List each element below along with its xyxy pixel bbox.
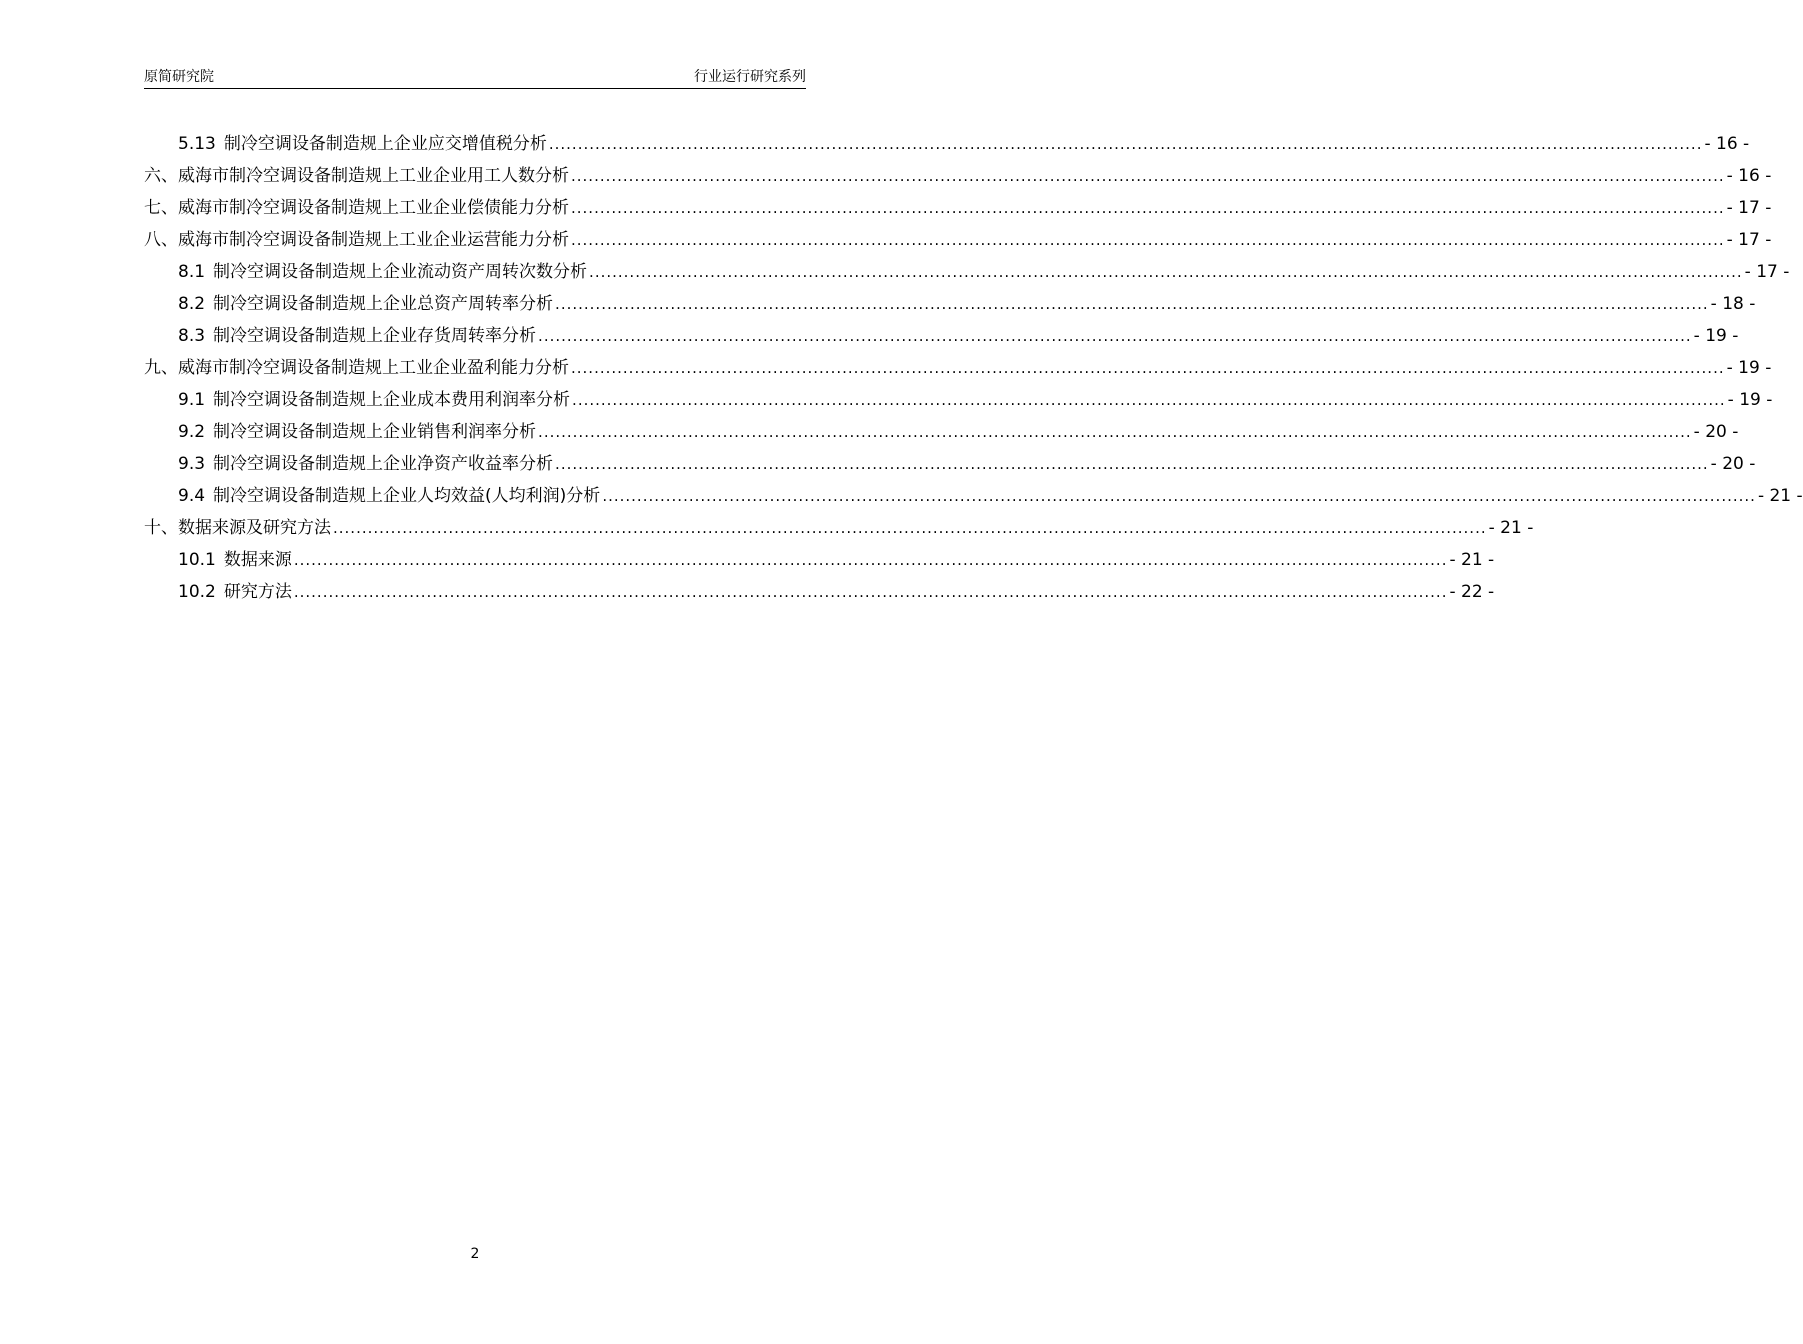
toc-entry-number: 10.2 [178, 582, 216, 602]
toc-dot-leader: ........................................................................................................................................................................................................ [602, 487, 1756, 505]
toc-dot-leader: ........................................................................................................................................................................................................ [571, 167, 1725, 185]
toc-entry[interactable] [144, 448, 1756, 480]
toc-entry-number: 9.2 [178, 422, 206, 442]
toc-entry-title: 制冷空调设备制造规上企业流动资产周转次数分析 [213, 262, 588, 282]
toc-dot-leader: ........................................................................................................................................................................................................ [555, 455, 1709, 473]
toc-entry-page: - 16 - [1726, 166, 1772, 186]
toc-entry-title: 制冷空调设备制造规上企业净资产收益率分析 [213, 454, 554, 474]
toc-dot-leader: ........................................................................................................................................................................................................ [571, 359, 1725, 377]
toc-entry[interactable] [144, 384, 1773, 416]
toc-entry-page: - 17 - [1726, 230, 1772, 250]
toc-entry-number: 5.13 [178, 134, 216, 154]
toc-entry-page: - 20 - [1710, 454, 1756, 474]
toc-entry[interactable] [144, 224, 1772, 256]
toc-dot-leader: ........................................................................................................................................................................................................ [571, 231, 1725, 249]
toc-entry-page: - 21 - [1449, 550, 1495, 570]
toc-entry[interactable] [144, 480, 1803, 512]
toc-dot-leader: ........................................................................................................................................................................................................ [555, 295, 1709, 313]
toc-entry[interactable] [144, 320, 1739, 352]
toc-entry-title: 数据来源 [223, 550, 292, 570]
toc-entry-page: - 19 - [1693, 326, 1739, 346]
toc-entry-title: 威海市制冷空调设备制造规上工业企业运营能力分析 [178, 230, 569, 250]
page-header [144, 66, 806, 89]
toc-entry-number: 八、 [144, 230, 178, 250]
table-of-contents [144, 128, 1803, 608]
toc-entry-title: 制冷空调设备制造规上企业存货周转率分析 [213, 326, 537, 346]
toc-entry-title: 制冷空调设备制造规上企业销售利润率分析 [213, 422, 537, 442]
toc-entry-number: 六、 [144, 166, 178, 186]
toc-entry[interactable] [144, 416, 1739, 448]
toc-entry[interactable] [144, 256, 1790, 288]
toc-entry-page: - 21 - [1488, 518, 1534, 538]
toc-entry-page: - 19 - [1726, 358, 1772, 378]
toc-entry-number: 8.3 [178, 326, 206, 346]
toc-entry-number: 8.1 [178, 262, 206, 282]
toc-entry-number: 七、 [144, 198, 178, 218]
toc-dot-leader: ........................................................................................................................................................................................................ [293, 551, 1448, 569]
toc-dot-leader: ........................................................................................................................................................................................................ [571, 199, 1725, 217]
toc-dot-leader: ........................................................................................................................................................................................................ [538, 423, 1692, 441]
toc-entry-page: - 17 - [1726, 198, 1772, 218]
toc-entry-title: 制冷空调设备制造规上企业应交增值税分析 [223, 134, 547, 154]
toc-entry[interactable] [144, 352, 1772, 384]
toc-entry-title: 制冷空调设备制造规上企业总资产周转率分析 [213, 294, 554, 314]
toc-dot-leader: ........................................................................................................................................................................................................ [589, 263, 1743, 281]
toc-entry-page: - 16 - [1704, 134, 1750, 154]
toc-entry[interactable] [144, 128, 1750, 160]
toc-entry-title: 制冷空调设备制造规上企业成本费用利润率分析 [213, 390, 571, 410]
toc-entry-title: 数据来源及研究方法 [178, 518, 331, 538]
toc-entry-page: - 17 - [1744, 262, 1790, 282]
toc-dot-leader: ........................................................................................................................................................................................................ [548, 135, 1703, 153]
toc-entry-title: 研究方法 [223, 582, 292, 602]
toc-entry-page: - 19 - [1727, 390, 1773, 410]
toc-entry-page: - 21 - [1757, 486, 1803, 506]
toc-entry[interactable] [144, 576, 1495, 608]
toc-dot-leader: ........................................................................................................................................................................................................ [333, 519, 1487, 537]
toc-entry[interactable] [144, 288, 1756, 320]
toc-entry-page: - 20 - [1693, 422, 1739, 442]
toc-dot-leader: ........................................................................................................................................................................................................ [538, 327, 1692, 345]
toc-entry-number: 十、 [144, 518, 178, 538]
toc-dot-leader: ........................................................................................................................................................................................................ [572, 391, 1726, 409]
toc-dot-leader: ........................................................................................................................................................................................................ [293, 583, 1448, 601]
toc-entry-title: 威海市制冷空调设备制造规上工业企业用工人数分析 [178, 166, 569, 186]
toc-entry-title: 威海市制冷空调设备制造规上工业企业偿债能力分析 [178, 198, 569, 218]
toc-entry-number: 10.1 [178, 550, 216, 570]
toc-entry-page: - 18 - [1710, 294, 1756, 314]
toc-entry-page: - 22 - [1449, 582, 1495, 602]
toc-entry[interactable] [144, 512, 1534, 544]
toc-entry-title: 威海市制冷空调设备制造规上工业企业盈利能力分析 [178, 358, 569, 378]
toc-entry[interactable] [144, 160, 1772, 192]
toc-entry[interactable] [144, 192, 1772, 224]
toc-entry-number: 9.1 [178, 390, 206, 410]
toc-entry-number: 九、 [144, 358, 178, 378]
page-number: 2 [470, 1246, 480, 1262]
toc-entry-number: 9.4 [178, 486, 206, 506]
toc-entry[interactable] [144, 544, 1495, 576]
toc-entry-number: 9.3 [178, 454, 206, 474]
header-org-name: 原简研究院 [144, 69, 214, 85]
header-series-name: 行业运行研究系列 [694, 69, 806, 85]
toc-entry-number: 8.2 [178, 294, 206, 314]
toc-entry-title: 制冷空调设备制造规上企业人均效益(人均利润)分析 [213, 486, 601, 506]
